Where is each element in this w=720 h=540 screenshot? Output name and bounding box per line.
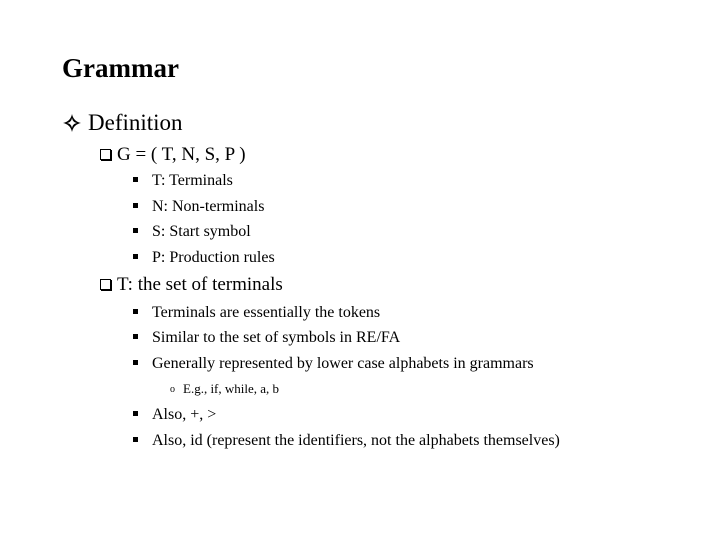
small-square-bullet-icon: [133, 437, 138, 442]
small-square-bullet-icon: [133, 411, 138, 416]
list-item-label: Similar to the set of symbols in RE/FA: [152, 329, 401, 346]
list-item-label: G = ( T, N, S, P ): [117, 144, 246, 165]
list-item-definition: [62, 110, 183, 136]
list-item-label: Also, +, >: [152, 406, 217, 423]
list-item-label: T: the set of terminals: [117, 274, 283, 295]
square-bullet-icon: [100, 149, 111, 160]
list-item-tokens: [133, 303, 380, 323]
list-item-identifiers: [133, 431, 560, 451]
list-item-label: N: Non-terminals: [152, 198, 265, 215]
list-item-nonterminals: [133, 197, 264, 217]
list-item-label: Generally represented by lower case alphabets in grammars: [152, 355, 534, 372]
small-square-bullet-icon: [133, 177, 138, 182]
list-item-grammar-tuple: [100, 144, 246, 166]
small-square-bullet-icon: [133, 254, 138, 259]
small-square-bullet-icon: [133, 203, 138, 208]
list-item-start-symbol: [133, 222, 251, 242]
list-item-terminals: [133, 171, 233, 191]
small-square-bullet-icon: [133, 228, 138, 233]
list-item-operators: [133, 405, 216, 425]
slide-title: Grammar: [62, 53, 179, 83]
list-item-label: Definition: [88, 110, 183, 135]
list-item-re-fa: [133, 328, 400, 348]
diamond-bullet-icon: [62, 113, 82, 133]
list-item-label: Also, id (represent the identifiers, not the alphabets themselves): [152, 432, 560, 449]
small-square-bullet-icon: [133, 360, 138, 365]
small-square-bullet-icon: [133, 334, 138, 339]
list-item-label: P: Production rules: [152, 249, 275, 266]
list-item-lowercase: [133, 354, 534, 374]
list-item-label: S: Start symbol: [152, 223, 251, 240]
list-item-examples: [170, 381, 279, 398]
list-item-production-rules: [133, 248, 275, 268]
circle-bullet-icon: o: [170, 384, 175, 395]
list-item-label: T: Terminals: [152, 172, 233, 189]
list-item-label: E.g., if, while, a, b: [183, 381, 280, 396]
square-bullet-icon: [100, 279, 111, 290]
list-item-label: Terminals are essentially the tokens: [152, 304, 381, 321]
list-item-set-of-terminals: [100, 274, 283, 296]
small-square-bullet-icon: [133, 309, 138, 314]
